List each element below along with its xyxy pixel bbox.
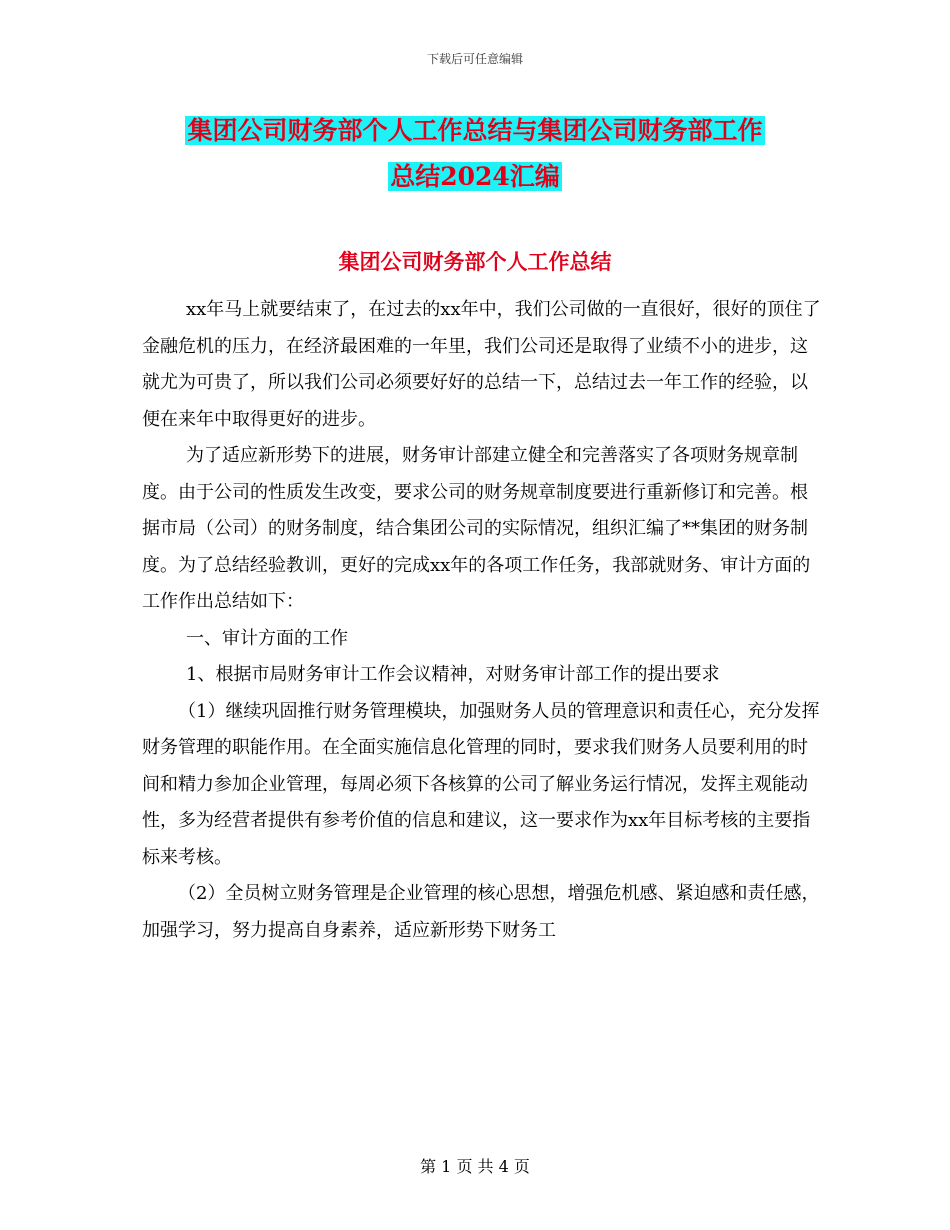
section-title: 集团公司财务部个人工作总结 bbox=[338, 249, 612, 274]
page-header: 下载后可任意编辑 bbox=[426, 52, 523, 66]
paragraph: 为了适应新形势下的进展，财务审计部建立健全和完善落实了各项财务规章制度。由于公司的性质发生改变，要求公司的财务规章制度要进行重新修订和完善。根据市局（公司）的财务制度，结合集团公司的实际情况，组织汇编了**集团的财务制度。为了总结经验教训，更好的完成xx年的各项工作任务，我部就财务、审计方面的工作作出总结如下： bbox=[142, 445, 811, 612]
paragraph: （2）全员树立财务管理是企业管理的核心思想，增强危机感、紧迫感和责任感，加强学习，努力提高自身素养，适应新形势下财务工 bbox=[142, 883, 820, 941]
paragraph: xx年马上就要结束了，在过去的xx年中，我们公司做的一直很好，很好的顶住了金融危机的压力，在经济最困难的一年里，我们公司还是取得了业绩不小的进步，这就尤为可贵了，所以我们公司必须要好好的总结一下，总结过去一年工作的经验，以便在来年中取得更好的进步。 bbox=[142, 299, 821, 430]
title-line-2: 总结2024汇编 bbox=[390, 162, 560, 191]
paragraph: （1）继续巩固推行财务管理模块，加强财务人员的管理意识和责任心，充分发挥财务管理的职能作用。在全面实施信息化管理的同时，要求我们财务人员要利用的时间和精力参加企业管理，每周必须下各核算的公司了解业务运行情况，发挥主观能动性，多为经营者提供有参考价值的信息和建议，这一要求作为xx年目标考核的主要指标来考核。 bbox=[142, 700, 820, 868]
paragraph-heading: 一、审计方面的工作 bbox=[186, 627, 348, 649]
paragraph: 1、根据市局财务审计工作会议精神，对财务审计部工作的提出要求 bbox=[186, 664, 720, 685]
page-footer: 第 1 页 共 4 页 bbox=[420, 1157, 530, 1176]
document-body bbox=[142, 292, 822, 949]
title-line-1: 集团公司财务部个人工作总结与集团公司财务部工作 bbox=[187, 116, 763, 145]
document-title bbox=[0, 108, 950, 200]
